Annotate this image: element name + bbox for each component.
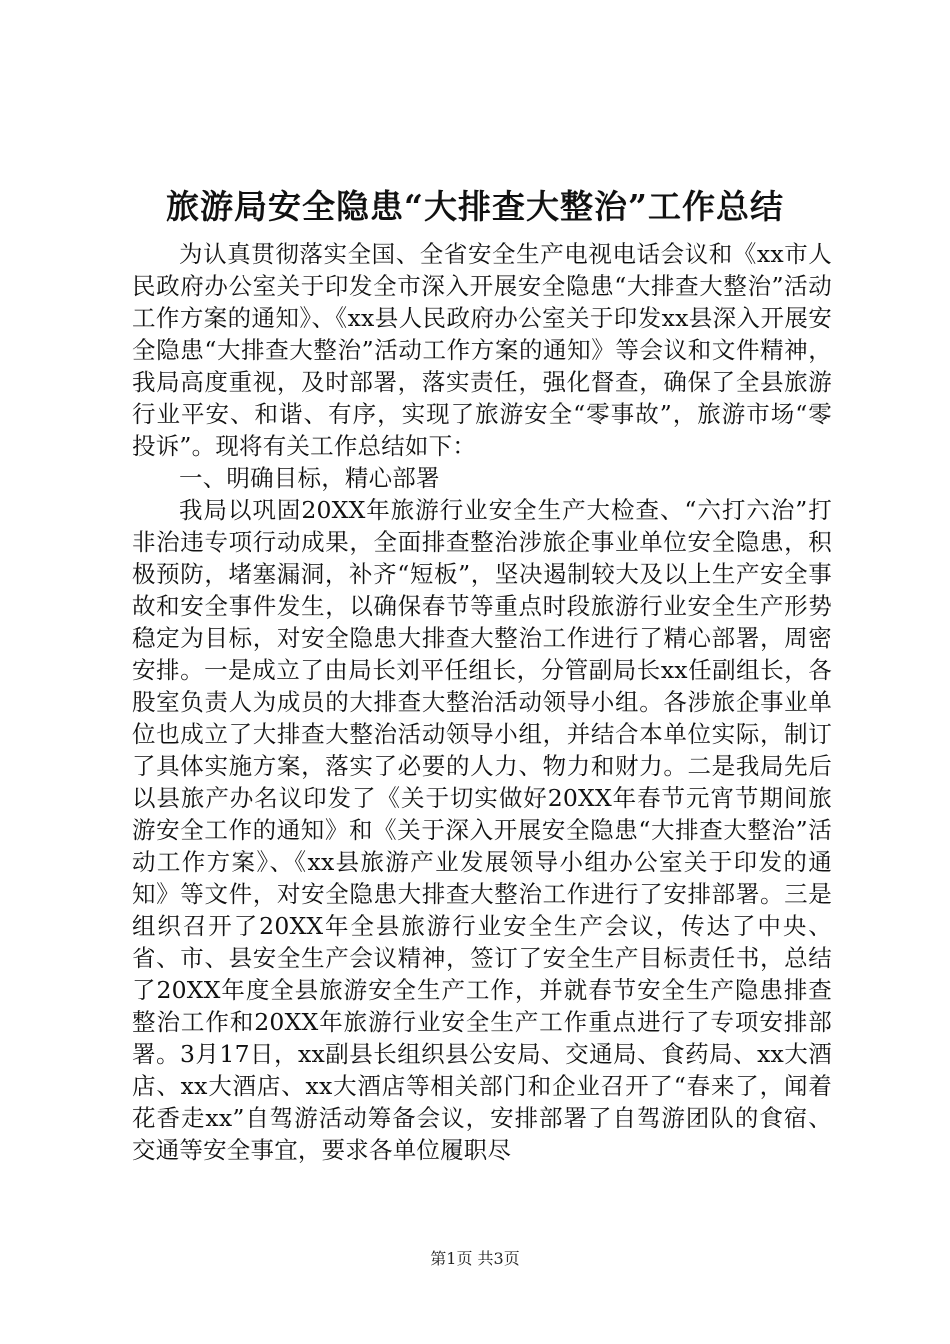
document-body	[132, 238, 832, 1166]
paragraph-section-1: 我局以巩固20XX年旅游行业安全生产大检查、“六打六治”打非治违专项行动成果，全面排查整治涉旅企事业单位安全隐患，积极预防，堵塞漏洞，补齐“短板”，坚决遏制较大及以上生产安全事故和安全事件发生，以确保春节等重点时段旅游行业安全生产形势稳定为目标，对安全隐患大排查大整治工作进行了精心部署，周密安排。一是成立了由局长刘平任组长，分管副局长xx任副组长，各股室负责人为成员的大排查大整治活动领导小组。各涉旅企事业单位也成立了大排查大整治活动领导小组，并结合本单位实际，制订了具体实施方案，落实了必要的人力、物力和财力。二是我局先后以县旅产办名议印发了《关于切实做好20XX年春节元宵节期间旅游安全工作的通知》和《关于深入开展安全隐患“大排查大整治”活动工作方案》、《xx县旅游产业发展领导小组办公室关于印发的通知》等文件，对安全隐患大排查大整治工作进行了安排部署。三是组织召开了20XX年全县旅游行业安全生产会议，传达了中央、省、市、县安全生产会议精神，签订了安全生产目标责任书，总结了20XX年度全县旅游安全生产工作，并就春节安全生产隐患排查整治工作和20XX年旅游行业安全生产工作重点进行了专项安排部署。3月17日，xx副县长组织县公安局、交通局、食药局、xx大酒店、xx大酒店、xx大酒店等相关部门和企业召开了“春来了，闻着花香走xx”自驾游活动筹备会议，安排部署了自驾游团队的食宿、交通等安全事宜，要求各单位履职尽	[132, 496, 832, 1164]
paragraph-intro: 为认真贯彻落实全国、全省安全生产电视电话会议和《xx市人民政府办公室关于印发全市深入开展安全隐患“大排查大整治”活动工作方案的通知》、《xx县人民政府办公室关于印发xx县深入开展安全隐患“大排查大整治”活动工作方案的通知》等会议和文件精神，我局高度重视，及时部署，落实责任，强化督查，确保了全县旅游行业平安、和谐、有序，实现了旅游安全“零事故”，旅游市场“零投诉”。现将有关工作总结如下：	[132, 240, 832, 460]
page-number-footer: 第1页 共3页	[430, 1249, 520, 1268]
section-heading-1: 一、明确目标，精心部署	[179, 464, 440, 492]
page-title: 旅游局安全隐患“大排查大整治”工作总结	[166, 187, 784, 226]
